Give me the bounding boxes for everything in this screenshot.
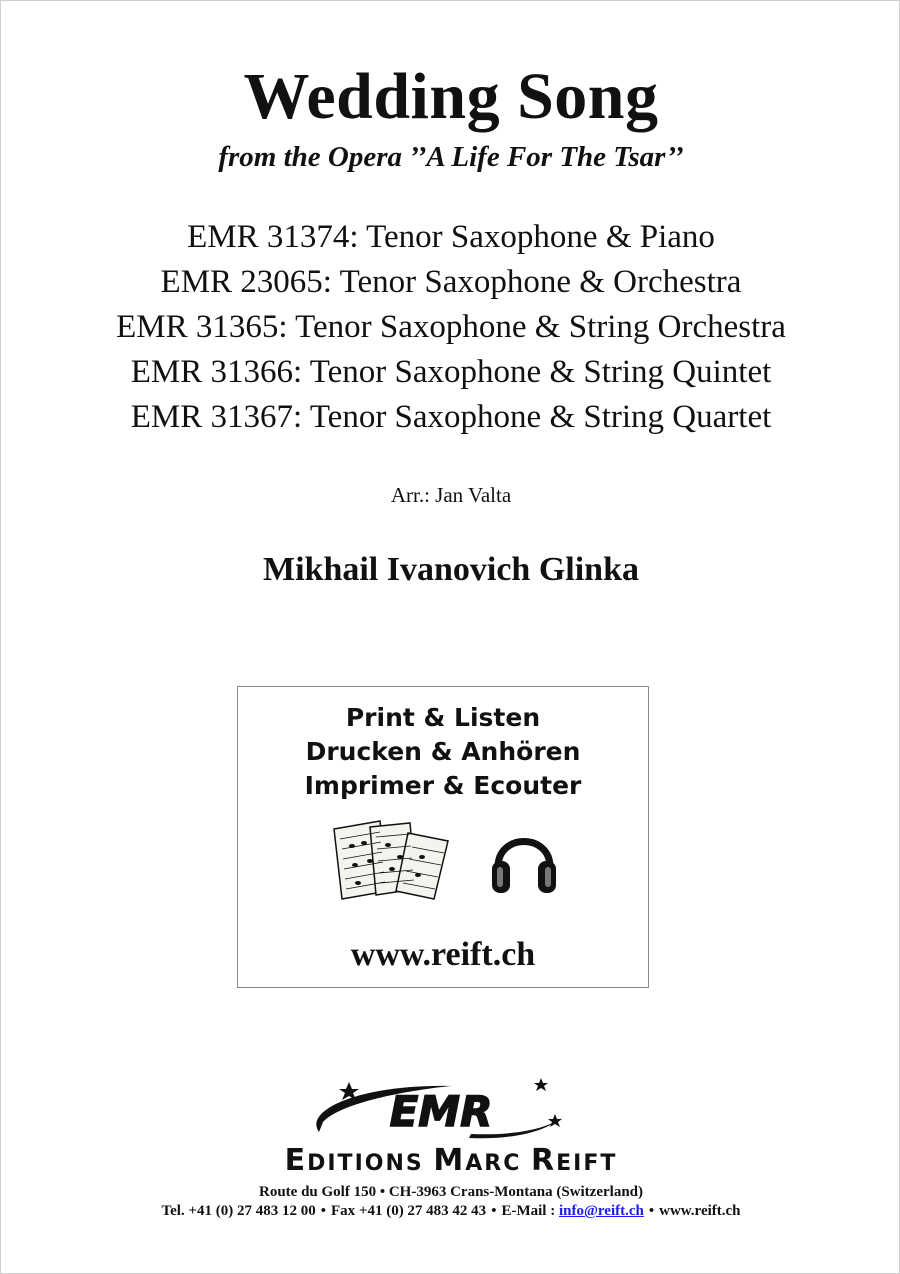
promo-text — [238, 701, 648, 803]
publisher-name: EDITIONS MARC REIFT — [284, 1143, 618, 1178]
composer-name: Mikhail Ivanovich Glinka — [263, 551, 639, 588]
edition-list — [1, 215, 900, 440]
website-link[interactable]: www.reift.ch — [659, 1203, 741, 1219]
promo-line-english: Print & Listen — [345, 703, 541, 732]
print-listen-box[interactable] — [237, 686, 649, 988]
headphones-icon — [488, 819, 560, 899]
piece-subtitle: from the Opera ’’A Life For The Tsar’’ — [218, 141, 684, 173]
edition-item: EMR 31365: Tenor Saxophone & String Orchestra — [116, 309, 786, 345]
edition-item: EMR 31367: Tenor Saxophone & String Quartet — [130, 399, 772, 435]
separator: • — [491, 1203, 497, 1219]
emr-logo — [301, 1076, 571, 1144]
publisher-contact-line — [1, 1201, 900, 1221]
publisher-address: Route du Golf 150 • CH-3963 Crans-Montana (Switzerland) — [259, 1184, 643, 1200]
email-link[interactable]: info@reift.ch — [558, 1203, 644, 1219]
edition-item: EMR 31374: Tenor Saxophone & Piano — [187, 219, 715, 255]
fax-number: Fax +41 (0) 27 483 42 43 — [330, 1203, 487, 1219]
promo-website-link[interactable]: www.reift.ch — [350, 936, 536, 973]
sheet-music-icon — [330, 819, 458, 901]
piece-title: Wedding Song — [243, 60, 659, 133]
edition-item: EMR 23065: Tenor Saxophone & Orchestra — [160, 264, 742, 300]
emr-logo-text: EMR — [389, 1087, 493, 1136]
edition-item: EMR 31366: Tenor Saxophone & String Quintet — [130, 354, 772, 390]
promo-line-french: Imprimer & Ecouter — [304, 771, 582, 800]
arranger-credit: Arr.: Jan Valta — [390, 483, 512, 507]
separator: • — [320, 1203, 326, 1219]
separator: • — [648, 1203, 655, 1219]
phone-number: Tel. +41 (0) 27 483 12 00 — [161, 1203, 316, 1219]
email-label: E-Mail : — [501, 1203, 556, 1219]
promo-line-german: Drucken & Anhören — [305, 737, 581, 766]
